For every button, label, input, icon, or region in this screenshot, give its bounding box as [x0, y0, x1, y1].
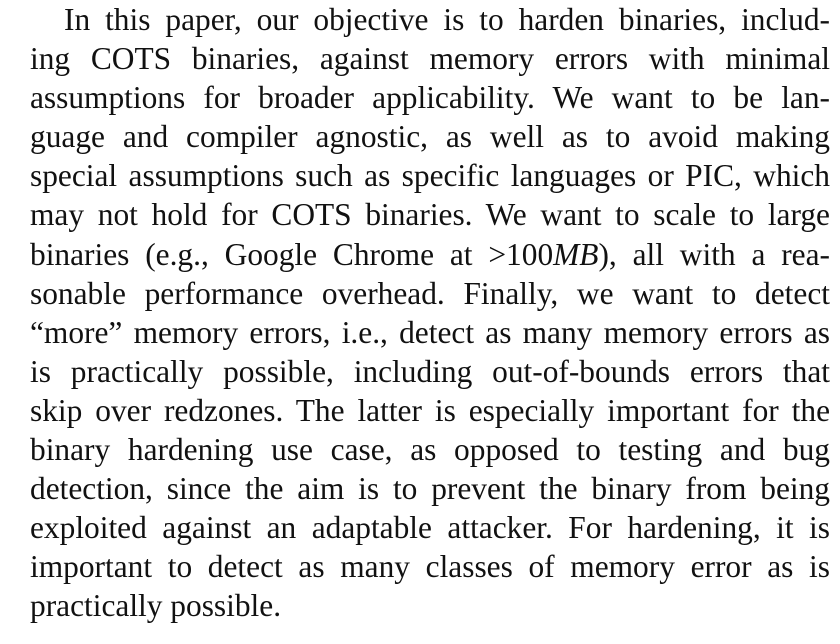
text-line-16: practically possible.	[30, 588, 282, 624]
text-line-8: sonable performance overhead. Finally, we want to detect	[30, 275, 830, 311]
text-line-4: guage and compiler agnostic, as well as to avoid making	[30, 119, 830, 155]
text-line-10: is practically possible, including out-of-bounds errors that	[30, 353, 830, 389]
text-line-7	[30, 235, 830, 274]
text-line-14: exploited against an adaptable attacker. For hardening, it is	[30, 510, 830, 546]
text-line-3: assumptions for broader applicability. We want to be lan-	[30, 80, 830, 116]
text-line-7-end: ), all with a rea-	[598, 236, 830, 272]
text-line-15: important to detect as many classes of memory error as is	[30, 549, 830, 585]
body-paragraph	[30, 0, 830, 626]
text-line-7-unit: MB	[553, 236, 599, 272]
text-line-5: special assumptions such as specific languages or PIC, which	[30, 158, 830, 194]
text-line-13: detection, since the aim is to prevent the binary from being	[30, 471, 830, 507]
text-line-12: binary hardening use case, as opposed to testing and bug	[30, 432, 830, 468]
text-line-7-start: binaries (e.g., Google Chrome at >100	[30, 236, 554, 272]
text-line-2: ing COTS binaries, against memory errors with minimal	[30, 41, 830, 77]
text-line-11: skip over redzones. The latter is especially important for the	[30, 392, 830, 428]
text-line-6: may not hold for COTS binaries. We want to scale to large	[30, 197, 830, 233]
text-line-9: “more” memory errors, i.e., detect as many memory errors as	[30, 314, 830, 350]
text-line-1: In this paper, our objective is to harden binaries, includ-	[64, 2, 830, 37]
